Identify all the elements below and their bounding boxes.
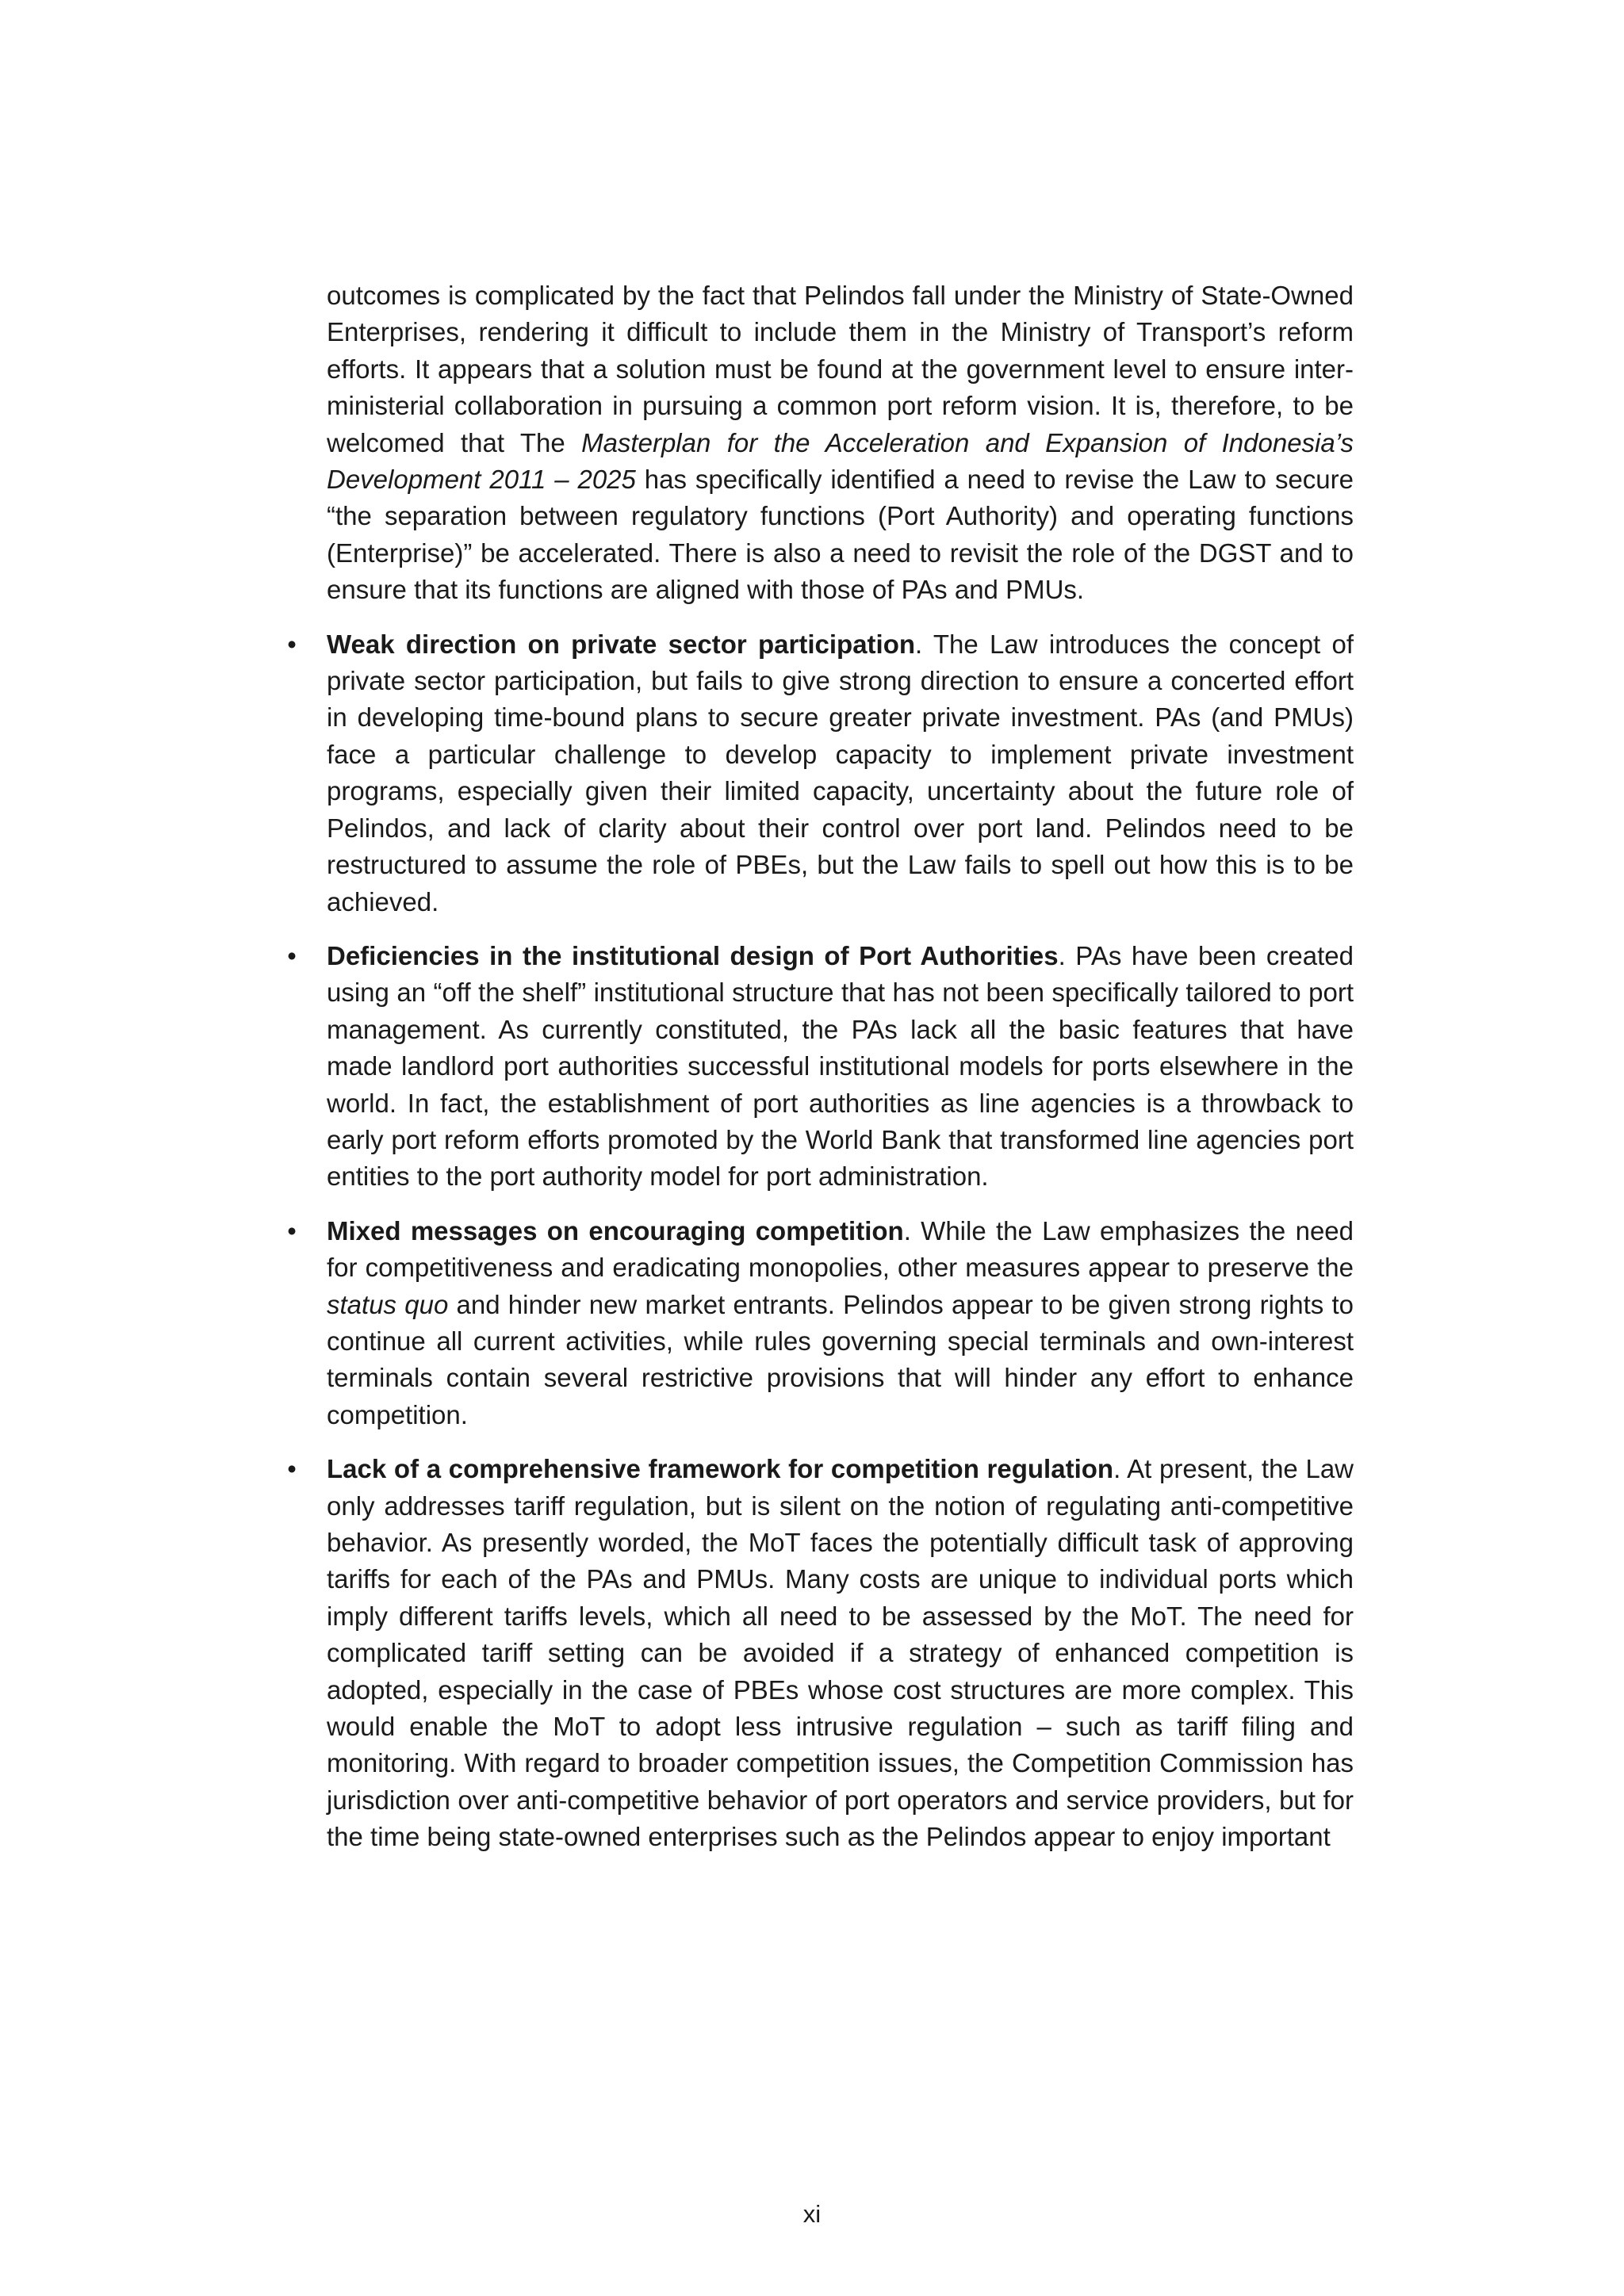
masterplan-title: Masterplan for the Acceleration and Expansion of Indonesia’s Development 2011 – 2025 — [327, 427, 1354, 495]
bullet-port-authorities — [287, 938, 1354, 1196]
bullet-icon: • — [287, 1215, 297, 1246]
bullet-body: . The Law introduces the concept of private sector participation, but fails to give strong direction to ensure a concerted effort in developing time-bound plans to secure greater private investment. PAs (and PMUs) face a particular challenge to develop capacity to implement private investment programs, especially given their limited capacity, uncertainty about the future role of Pelindos, and lack of clarity about their control over port land. Pelindos need to be restructured to assume the role of PBEs, but the Law fails to spell out how this is to be achieved. — [327, 629, 1354, 916]
findings-bullet-list — [287, 626, 1354, 1856]
bullet-icon: • — [287, 629, 297, 659]
intro-paragraph — [327, 277, 1354, 609]
bullet-private-sector — [287, 626, 1354, 920]
bullet-icon: • — [287, 940, 297, 970]
bullet-competition-regulation — [287, 1451, 1354, 1855]
bullet-body-a: . While the Law emphasizes the need for competitiveness and eradicating monopolies, other measures appear to preserve the — [327, 1215, 1354, 1283]
bullet-italic-term: status quo — [327, 1289, 449, 1319]
intro-text-b: has specifically identified a need to revise the Law to secure “the separation between regulatory functions (Port Authority) and operating functions (Enterprise)” be accelerated. There is also a need to revisit the role of the DGST and to ensure that its functions are aligned with those of PAs and PMUs. — [327, 465, 1354, 605]
page-content — [287, 277, 1354, 1873]
bullet-heading: Lack of a comprehensive framework for competition regulation — [327, 1454, 1114, 1484]
bullet-heading: Weak direction on private sector participation — [327, 629, 916, 659]
bullet-body-b: and hinder new market entrants. Pelindos appear to be given strong rights to continue all current activities, while rules governing special terminals and own-interest terminals contain several restrictive provisions that will hinder any effort to enhance competition. — [327, 1289, 1354, 1429]
page-number: xi — [802, 2200, 822, 2228]
intro-text-a: outcomes is complicated by the fact that Pelindos fall under the Ministry of State-Owned Enterprises, rendering it difficult to include them in the Ministry of Transport’s reform efforts. It appears that a solution must be found at the government level to ensure inter-ministerial collaboration in pursuing a common port reform vision. It is, therefore, to be welcomed that The — [327, 281, 1354, 457]
bullet-heading: Deficiencies in the institutional design of Port Authorities — [327, 940, 1059, 970]
bullet-body: . At present, the Law only addresses tariff regulation, but is silent on the notion of regulating anti-competitive behavior. As presently worded, the MoT faces the potentially difficult task of approving tariffs for each of the PAs and PMUs. Many costs are unique to individual ports which imply different tariffs levels, which all need to be assessed by the MoT. The need for complicated tariff setting can be avoided if a strategy of enhanced competition is adopted, especially in the case of PBEs whose cost structures are more complex. This would enable the MoT to adopt less intrusive regulation – such as tariff filing and monitoring. With regard to broader competition issues, the Competition Commission has jurisdiction over anti-competitive behavior of port operators and service providers, but for the time being state-owned enterprises such as the Pelindos appear to enjoy important — [327, 1454, 1354, 1852]
bullet-body: . PAs have been created using an “off the shelf” institutional structure that has not been specifically tailored to port management. As currently constituted, the PAs lack all the basic features that have made landlord port authorities successful institutional models for ports elsewhere in the world. In fact, the establishment of port authorities as line agencies is a throwback to early port reform efforts promoted by the World Bank that transformed line agencies port entities to the port authority model for port administration. — [327, 940, 1354, 1192]
bullet-icon: • — [287, 1454, 297, 1484]
bullet-heading: Mixed messages on encouraging competition — [327, 1215, 904, 1246]
bullet-competition-messages — [287, 1213, 1354, 1433]
